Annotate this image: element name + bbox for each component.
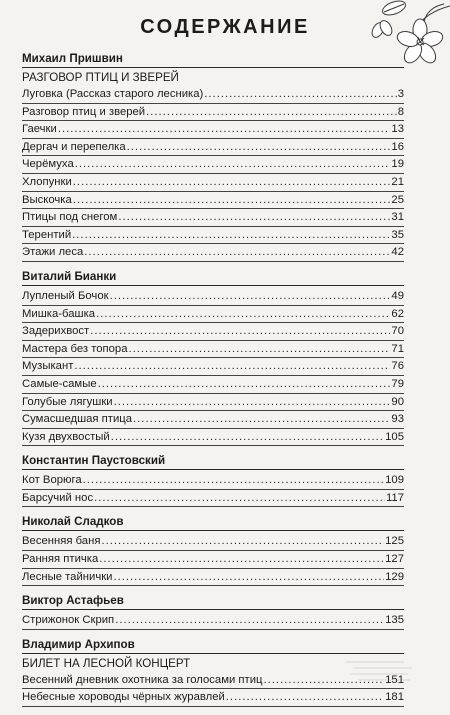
toc-entry[interactable]	[22, 490, 404, 508]
toc-entry[interactable]	[22, 121, 404, 139]
page-number: 79	[391, 377, 404, 390]
dot-leader	[84, 245, 390, 261]
dot-leader	[98, 377, 391, 393]
page-number: 181	[385, 691, 404, 704]
page-number: 49	[391, 289, 404, 302]
dot-leader	[73, 175, 391, 191]
toc-entry[interactable]	[22, 288, 404, 306]
dot-leader	[115, 613, 384, 629]
toc-entry[interactable]	[22, 244, 404, 262]
toc-entry[interactable]	[22, 174, 404, 192]
entry-title: Сумасшедшая птица	[22, 413, 133, 426]
page-number: 62	[391, 307, 404, 320]
section-divider	[22, 653, 404, 654]
dot-leader	[74, 359, 390, 375]
entry-title: Птицы под снегом	[22, 211, 118, 224]
entry-title: Гаечки	[22, 123, 57, 136]
entry-title: Мишка-башка	[22, 307, 96, 320]
page-number: 25	[391, 193, 404, 206]
entry-title: Самые-самые	[22, 377, 97, 390]
toc-entry[interactable]	[22, 192, 404, 210]
dot-leader	[75, 157, 391, 173]
dot-leader	[127, 140, 391, 156]
entry-title: Задерихвост	[22, 325, 90, 338]
entry-title: Терентий	[22, 228, 72, 241]
page-number: 19	[391, 158, 404, 171]
section-divider	[22, 530, 404, 531]
toc-section	[22, 454, 404, 507]
page-number: 125	[385, 535, 404, 548]
entry-title: Небесные хороводы чёрных журавлей	[22, 691, 225, 704]
toc-entry[interactable]	[22, 376, 404, 394]
entry-title: Лесные тайнички	[22, 570, 113, 583]
page-number: 3	[397, 88, 404, 100]
entry-title: Весенняя баня	[22, 535, 101, 548]
entry-title: Дергач и перепелка	[22, 140, 126, 153]
toc-entry[interactable]	[22, 306, 404, 324]
dot-leader	[129, 342, 391, 358]
collection-title: РАЗГОВОР ПТИЦ И ЗВЕРЕЙ	[22, 71, 179, 84]
page-number: 90	[391, 395, 404, 408]
toc-entry[interactable]	[22, 429, 404, 447]
dot-leader	[114, 395, 391, 411]
dot-leader	[204, 87, 396, 103]
toc-entry[interactable]	[22, 394, 404, 412]
toc-entry[interactable]	[22, 689, 404, 707]
page-number: 135	[385, 614, 404, 627]
author-name: Михаил Пришвин	[22, 52, 123, 65]
entry-title: Кот Ворюга	[22, 474, 82, 487]
entry-title: Голубые лягушки	[22, 395, 113, 408]
dot-leader	[133, 412, 390, 428]
entry-title: Лупленый Бочок	[22, 289, 109, 302]
page-number: 42	[391, 246, 404, 259]
dot-leader	[226, 690, 384, 706]
page-number: 129	[385, 570, 404, 583]
entry-title: Барсучий нос	[22, 491, 94, 504]
section-divider	[22, 469, 404, 470]
page-number: 76	[391, 360, 404, 373]
entry-title: Кузя двухвостый	[22, 430, 110, 443]
section-divider	[22, 67, 404, 68]
page-number: 151	[385, 673, 404, 686]
page-number: 127	[385, 553, 404, 566]
dot-leader	[111, 430, 384, 446]
entry-title: Музыкант	[22, 360, 74, 373]
dot-leader	[146, 105, 397, 121]
bleed-through-text	[344, 658, 414, 688]
page-number: 117	[385, 491, 404, 504]
collection-title: БИЛЕТ НА ЛЕСНОЙ КОНЦЕРТ	[22, 656, 191, 670]
section-divider	[22, 609, 404, 610]
page-number: 8	[397, 105, 404, 118]
toc-entry[interactable]	[22, 551, 404, 569]
page-title: СОДЕРЖАНИЕ	[140, 16, 310, 38]
entry-title: Стрижонок Скрип	[22, 614, 115, 627]
toc-section	[22, 594, 404, 630]
author-name: Константин Паустовский	[22, 454, 166, 468]
page-number: 16	[391, 140, 404, 153]
page-number: 35	[391, 228, 404, 241]
page-number: 109	[385, 474, 404, 487]
page-number: 71	[391, 342, 404, 355]
toc-entry[interactable]	[22, 358, 404, 376]
entry-title: Разговор птиц и зверей	[22, 105, 146, 118]
author-name: Виктор Астафьев	[22, 594, 124, 608]
section-divider	[22, 285, 404, 286]
toc-entry[interactable]	[22, 104, 404, 122]
toc-entry[interactable]	[22, 341, 404, 359]
toc-section	[22, 52, 404, 262]
entry-title: Черёмуха	[22, 158, 74, 171]
toc-entry[interactable]	[22, 227, 404, 245]
page-number: 70	[391, 325, 404, 338]
toc-section	[22, 270, 404, 446]
dot-leader	[101, 534, 384, 550]
dot-leader	[99, 552, 384, 568]
table-of-contents	[22, 52, 404, 715]
page-number: 21	[391, 175, 404, 188]
entry-title: Выскочка	[22, 193, 72, 206]
dot-leader	[58, 122, 391, 138]
toc-entry[interactable]	[22, 472, 404, 490]
dot-leader	[118, 210, 390, 226]
page-number: 13	[391, 123, 404, 136]
toc-entry[interactable]	[22, 569, 404, 587]
dot-leader	[96, 307, 390, 323]
toc-entry[interactable]	[22, 323, 404, 341]
entry-title: Весенний дневник охотника за голосами птиц	[22, 673, 263, 686]
dot-leader	[83, 473, 384, 489]
toc-entry[interactable]	[22, 139, 404, 157]
toc-section	[22, 515, 404, 586]
dot-leader	[72, 228, 390, 244]
page-number: 105	[385, 430, 404, 443]
entry-title: Этажи леса	[22, 246, 84, 259]
entry-title: Мастера без топора	[22, 342, 128, 355]
entry-title: Хлопунки	[22, 175, 72, 188]
toc-entry[interactable]	[22, 411, 404, 429]
toc-entry[interactable]	[22, 156, 404, 174]
dot-leader	[110, 289, 391, 305]
dot-leader	[90, 324, 390, 340]
author-name: Николай Сладков	[22, 515, 124, 529]
dot-leader	[113, 570, 384, 586]
page-number: 93	[391, 413, 404, 426]
dot-leader	[94, 491, 385, 507]
toc-entry[interactable]	[22, 533, 404, 551]
entry-title: Ранняя птичка	[22, 553, 99, 566]
toc-entry[interactable]	[22, 86, 404, 104]
page-number: 31	[391, 211, 404, 224]
author-name: Владимир Архипов	[22, 637, 135, 651]
toc-entry[interactable]	[22, 612, 404, 630]
toc-entry[interactable]	[22, 209, 404, 227]
entry-title: Луговка (Рассказ старого лесника)	[22, 88, 204, 100]
dot-leader	[73, 193, 391, 209]
author-name: Виталий Бианки	[22, 269, 117, 283]
